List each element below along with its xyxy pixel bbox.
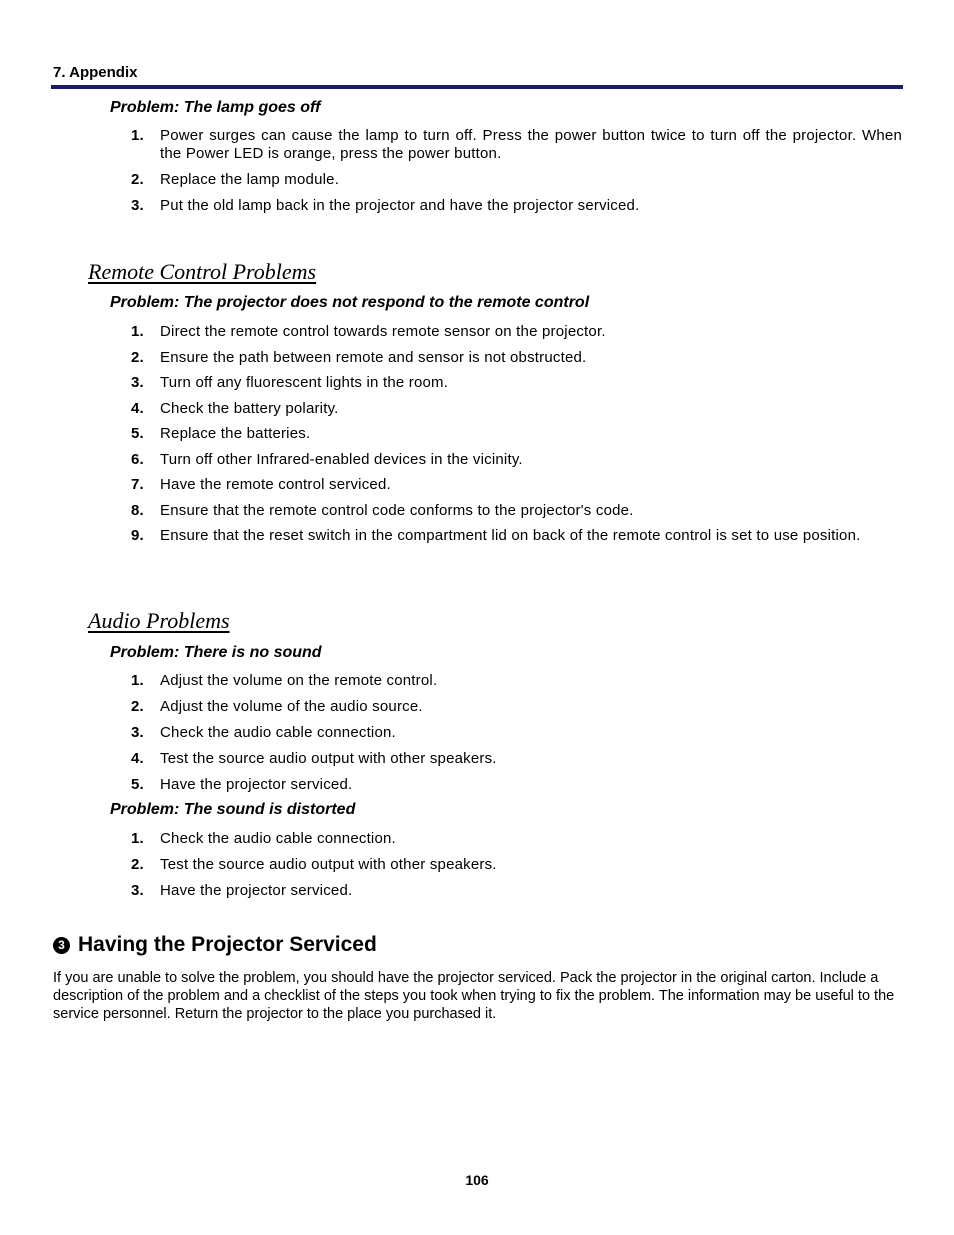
numbered-bullet-icon: 3: [53, 937, 70, 954]
header-rule: [51, 85, 903, 89]
step-number: 2.: [131, 698, 144, 715]
step-text: Ensure that the remote control code conforms to the projector's code.: [160, 501, 634, 519]
list-item: [0, 400, 902, 418]
step-number: 2.: [131, 856, 144, 873]
list-item: [0, 698, 902, 716]
section-title-audio: Audio Problems: [88, 608, 230, 633]
step-text: Have the projector serviced.: [160, 776, 353, 793]
step-number: 3.: [131, 724, 144, 741]
list-item: [0, 374, 902, 392]
list-item: [0, 724, 902, 742]
step-number: 3.: [131, 197, 144, 214]
section-title-remote: Remote Control Problems: [88, 259, 317, 284]
step-text: Put the old lamp back in the projector and have the projector serviced.: [160, 197, 640, 214]
step-text: Have the remote control serviced.: [160, 476, 391, 493]
list-item: [0, 776, 902, 794]
step-text: Direct the remote control towards remote sensor on the projector.: [160, 323, 606, 340]
step-number: 1.: [131, 323, 144, 340]
list-item: [0, 882, 902, 900]
page-number: 106: [465, 1172, 489, 1188]
list-item: [0, 502, 902, 520]
no-sound-steps-list: [0, 672, 902, 794]
list-item: [0, 750, 902, 768]
step-number: 2.: [131, 171, 144, 188]
list-item: [0, 197, 902, 215]
step-text: Replace the batteries.: [160, 425, 311, 442]
list-item: [0, 127, 902, 163]
step-number: 9.: [131, 527, 144, 544]
step-text: Ensure the path between remote and sensor is not obstructed.: [160, 348, 587, 366]
problem-distorted-heading: Problem: The sound is distorted: [110, 801, 356, 818]
step-text: Adjust the volume on the remote control.: [160, 672, 438, 689]
step-text: Power surges can cause the lamp to turn off. Press the power button twice to turn off the projector. When the Power LED is orange, press the power button.: [160, 127, 902, 162]
list-item: [0, 349, 902, 367]
step-number: 2.: [131, 348, 144, 366]
problem-no-sound-heading: Problem: There is no sound: [110, 644, 322, 661]
servicing-heading-text: Having the Projector Serviced: [78, 933, 377, 956]
step-number: 5.: [131, 776, 144, 793]
step-number: 3.: [131, 374, 144, 391]
step-number: 4.: [131, 750, 144, 767]
step-number: 8.: [131, 501, 144, 519]
step-text: Ensure that the reset switch in the compartment lid on back of the remote control is set to use position.: [160, 527, 861, 544]
step-text: Turn off other Infrared-enabled devices in the vicinity.: [160, 450, 523, 468]
list-item: [0, 527, 902, 545]
step-number: 1.: [131, 127, 144, 144]
step-text: Test the source audio output with other speakers.: [160, 750, 497, 767]
list-item: [0, 476, 902, 494]
list-item: [0, 856, 902, 874]
step-number: 6.: [131, 450, 144, 468]
distorted-steps-list: [0, 830, 902, 900]
list-item: [0, 425, 902, 443]
step-number: 5.: [131, 425, 144, 442]
step-text: Test the source audio output with other speakers.: [160, 856, 497, 873]
lamp-steps-list: [0, 127, 902, 215]
servicing-paragraph: If you are unable to solve the problem, you should have the projector serviced. Pack the projector in the original carton. Include a description of the problem and a checklist of the steps you took when trying to fix the problem. The information may be useful to the service personnel. Return the projector to the place you purchased it.: [53, 970, 895, 1022]
step-number: 7.: [131, 476, 144, 493]
remote-steps-list: [0, 323, 902, 545]
step-text: Replace the lamp module.: [160, 171, 340, 188]
step-text: Have the projector serviced.: [160, 882, 353, 899]
step-text: Adjust the volume of the audio source.: [160, 698, 423, 715]
step-text: Turn off any fluorescent lights in the room.: [160, 374, 449, 391]
step-number: 4.: [131, 399, 144, 417]
problem-lamp-heading: Problem: The lamp goes off: [110, 99, 321, 116]
step-number: 1.: [131, 830, 144, 847]
step-number: 1.: [131, 672, 144, 689]
step-text: Check the battery polarity.: [160, 399, 339, 417]
step-text: Check the audio cable connection.: [160, 830, 396, 847]
list-item: [0, 672, 902, 690]
list-item: [0, 323, 902, 341]
step-text: Check the audio cable connection.: [160, 724, 396, 741]
servicing-heading: [53, 933, 377, 957]
list-item: [0, 451, 902, 469]
problem-remote-heading: Problem: The projector does not respond to the remote control: [110, 294, 590, 311]
list-item: [0, 171, 902, 189]
step-number: 3.: [131, 882, 144, 899]
running-head: 7. Appendix: [53, 64, 138, 81]
list-item: [0, 830, 902, 848]
